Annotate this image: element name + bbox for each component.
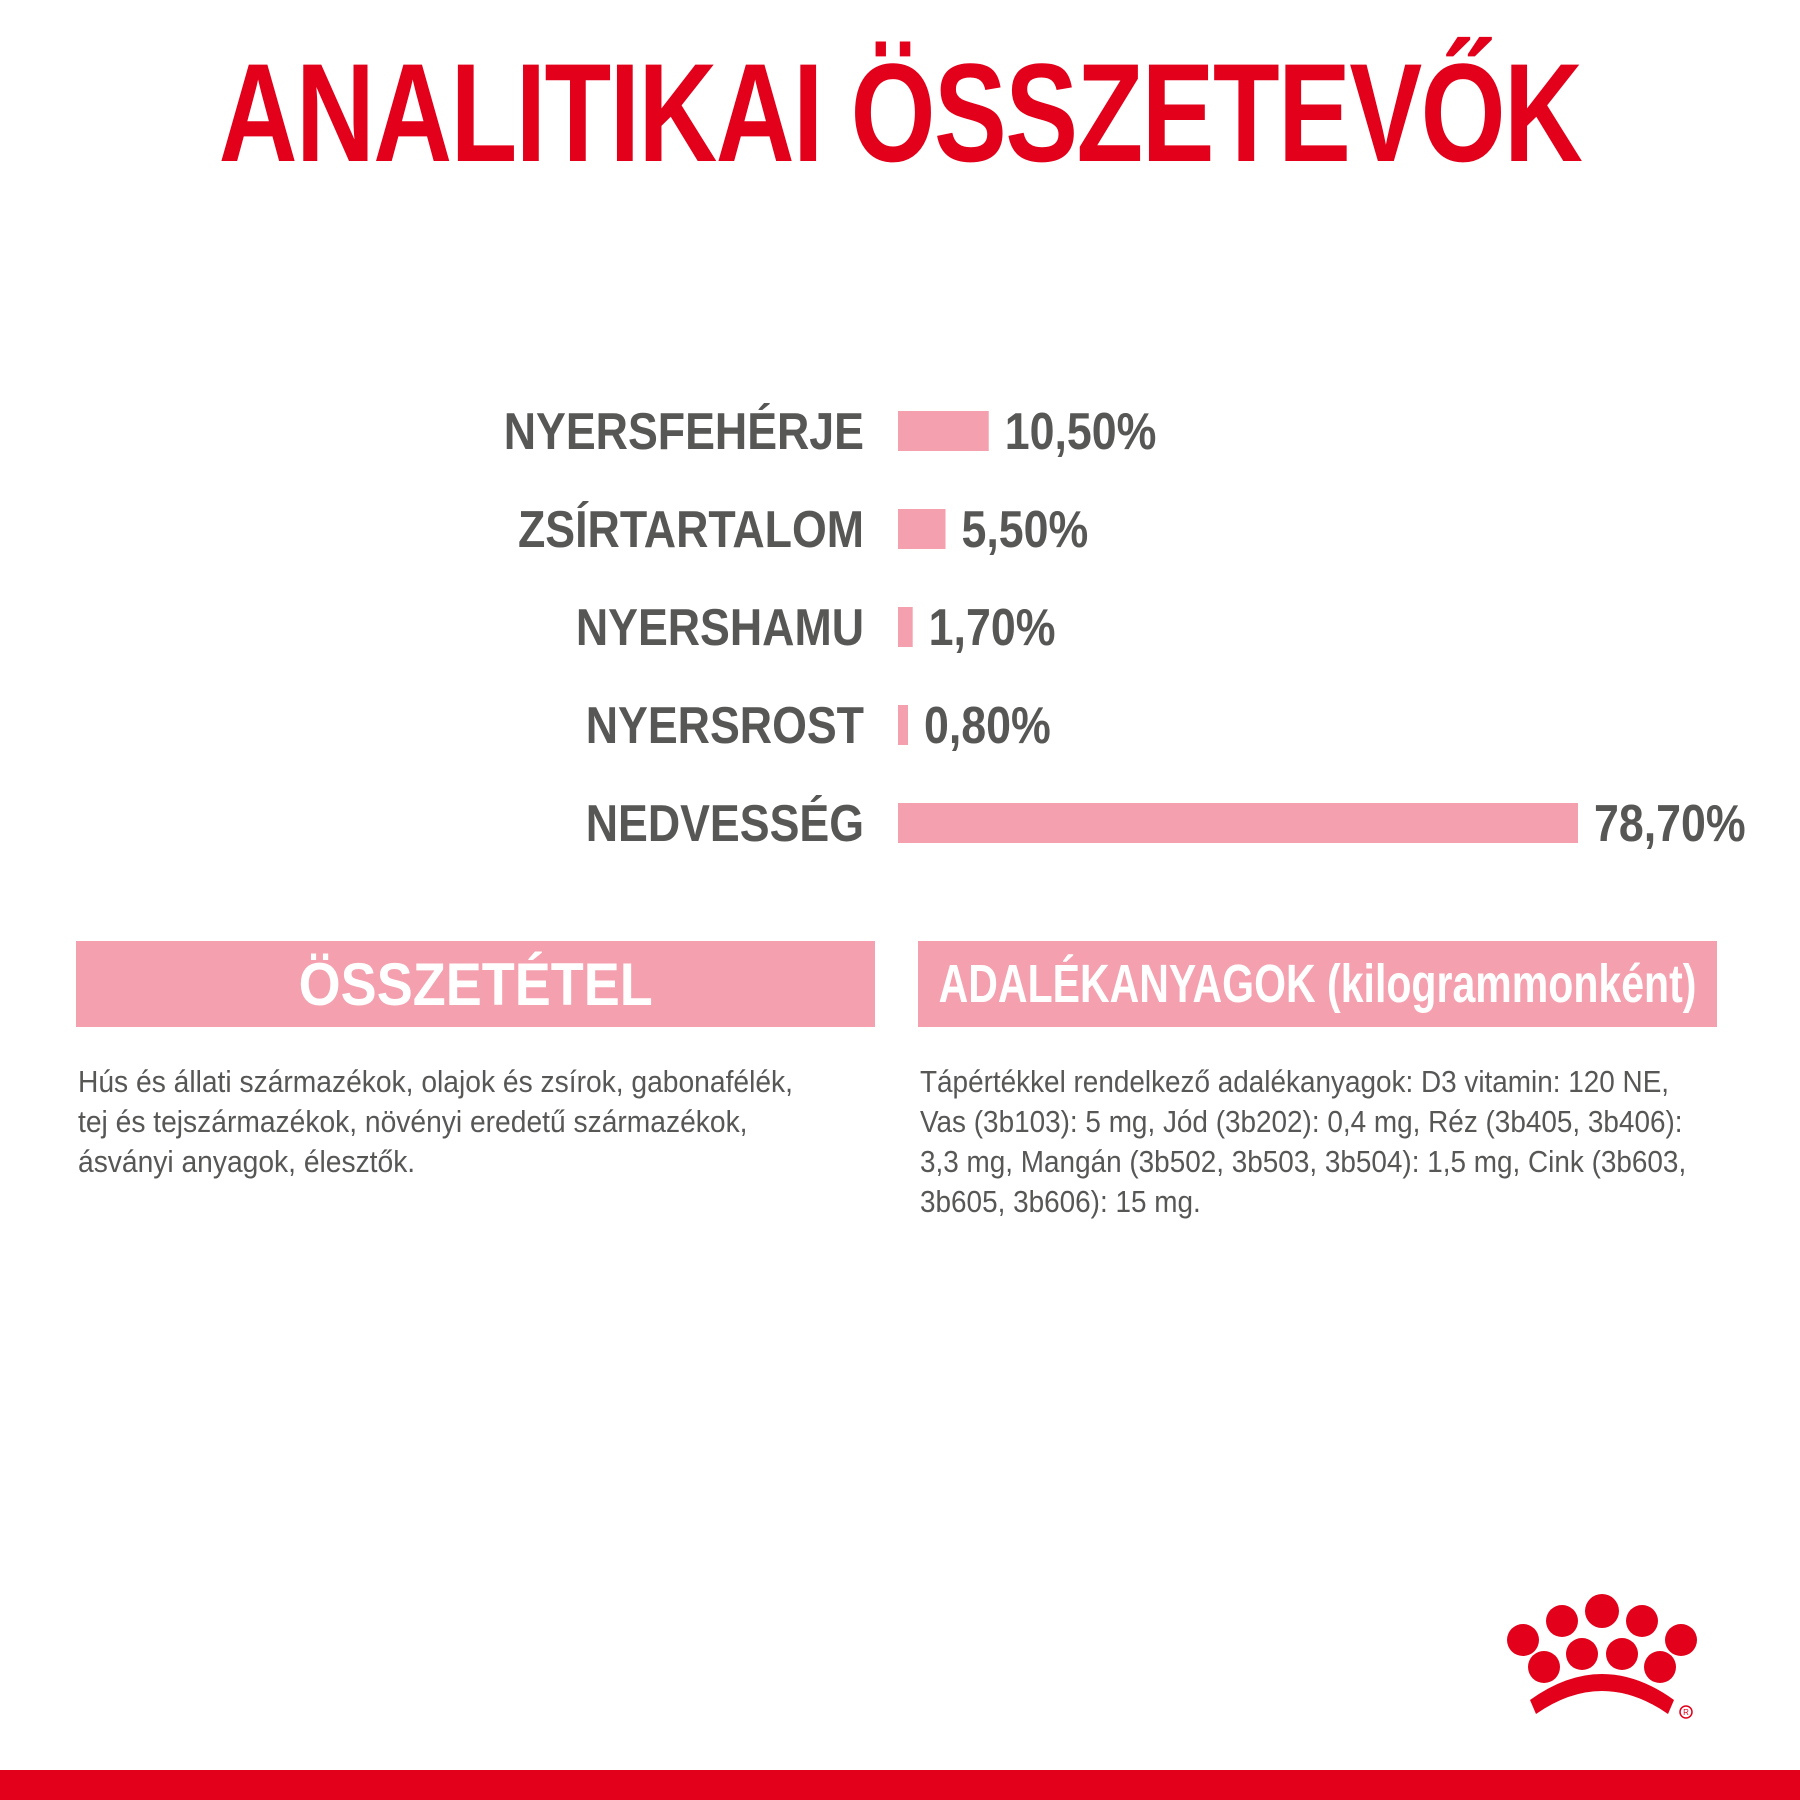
- additives-header: [918, 941, 1717, 1027]
- bar-chart: [0, 380, 1800, 870]
- footer-bar: [0, 1770, 1800, 1800]
- bar: [898, 803, 1578, 843]
- bar-value-label: 78,70%: [1594, 794, 1746, 853]
- bar-value-label: 5,50%: [961, 500, 1089, 559]
- bar-label: NYERSROST: [585, 696, 864, 755]
- bar-value-label: 0,80%: [923, 696, 1051, 755]
- composition-text: Hús és állati származékok, olajok és zsírok, gabonafélék, tej és tejszármazékok, növényi eredetű származékok, ásványi anyagok, élesztők.: [78, 1064, 793, 1179]
- bar: [898, 411, 989, 451]
- composition-header: [76, 941, 875, 1027]
- bar: [898, 705, 908, 745]
- additives-text: Tápértékkel rendelkező adalékanyagok: D3 vitamin: 120 NE, Vas (3b103): 5 mg, Jód (3b202): 0,4 mg, Réz (3b405, 3b406): 3,3 mg, Mangán (3b502, 3b503, 3b504): 1,5 mg, Cink (3b603, 3b605, 3b606): 15 mg.: [920, 1064, 1687, 1219]
- bar-label: ZSÍRTARTALOM: [517, 500, 864, 559]
- bar-label: NYERSHAMU: [575, 598, 864, 657]
- bar-value-label: 10,50%: [1004, 402, 1157, 461]
- crown-logo-icon: [1476, 1590, 1726, 1735]
- page-title: ANALITIKAI ÖSSZETEVŐK: [218, 34, 1582, 191]
- bar-label: NEDVESSÉG: [585, 794, 864, 853]
- additives-header-label: ADALÉKANYAGOK (kilogrammonként): [938, 954, 1697, 1014]
- bar: [898, 509, 946, 549]
- composition-header-label: ÖSSZETÉTEL: [298, 950, 653, 1018]
- bar-label: NYERSFEHÉRJE: [503, 402, 864, 461]
- bar: [898, 607, 913, 647]
- svg-text:R: R: [1683, 1708, 1689, 1717]
- bar-value-label: 1,70%: [928, 598, 1056, 657]
